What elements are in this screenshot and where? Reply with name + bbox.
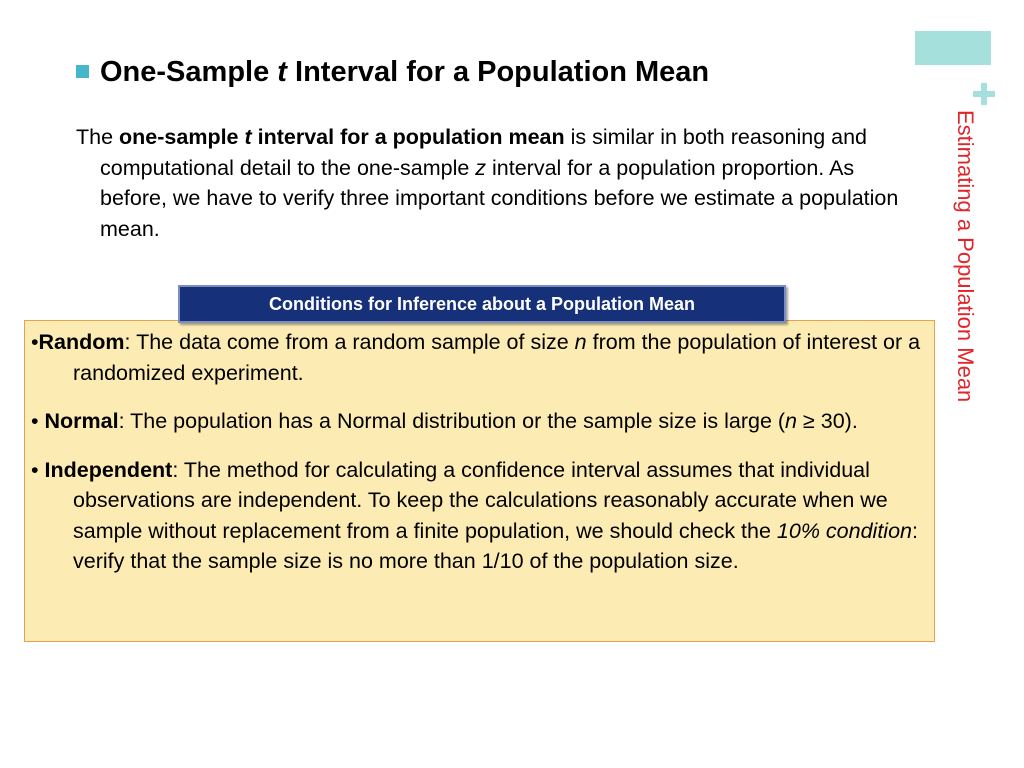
condition-text: : verify that the sample size is no more than 1/10 of the population size. (73, 518, 918, 573)
condition-text: : The population has a Normal distribution or the sample size is large ( (118, 409, 786, 433)
condition-label: Random (38, 330, 125, 354)
condition-italic: n (574, 330, 587, 354)
condition-text: : The data come from a random sample of size (124, 330, 575, 354)
intro-bold: one-sample (119, 125, 245, 149)
condition-normal (31, 406, 922, 437)
condition-text: from the population of interest or a randomized experiment. (73, 330, 921, 385)
heading-part2: Interval for a Population Mean (286, 56, 710, 88)
plus-icon (970, 80, 1000, 110)
condition-italic: n (785, 409, 797, 433)
intro-bold-italic-t: t (244, 125, 252, 149)
bullet: • (31, 409, 45, 433)
conditions-title-bar (178, 285, 786, 323)
condition-text: : The method for calculating a confidence interval assumes that individual observations are independent. To keep the calculations reasonably accurate when we sample without replacement from a finite population, we should check the (73, 457, 888, 543)
condition-label: Independent (44, 457, 173, 482)
condition-independent (31, 455, 922, 577)
intro-italic-z: z (475, 155, 487, 180)
square-bullet-icon (76, 65, 89, 78)
intro-text: interval for a population proportion. As before, we have to verify three important conditions before we estimate a population mean. (100, 155, 899, 241)
conditions-box (24, 320, 935, 642)
decorative-teal-bar (915, 31, 991, 65)
intro-text: The (76, 125, 120, 149)
heading-italic-t: t (277, 56, 287, 88)
condition-random (31, 327, 922, 388)
slide-heading (76, 56, 709, 89)
section-side-title: Estimating a Population Mean (953, 110, 978, 403)
intro-text: is similar in both reasoning and computational detail to the one-sample (100, 125, 868, 180)
condition-italic: 10% condition (776, 518, 912, 543)
condition-text: ≥ 30). (797, 409, 858, 433)
conditions-title: Conditions for Inference about a Population Mean (268, 293, 695, 314)
condition-label: Normal (44, 409, 119, 433)
intro-bold: interval for a population mean (251, 125, 565, 149)
heading-part1: One-Sample (100, 56, 278, 88)
intro-paragraph (76, 122, 900, 244)
bullet: • (31, 457, 45, 482)
bullet: • (31, 330, 39, 354)
